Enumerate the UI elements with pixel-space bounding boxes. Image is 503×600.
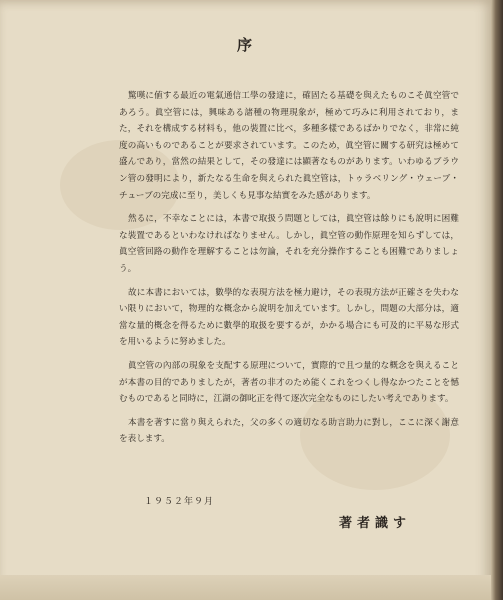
preface-paragraph: 然るに，不幸なことには，本書で取扱う問題としては，眞空管は餘りにも說明に困難な裝置であるといわなければなりません。しかし，眞空管の動作原理を知らずしては，眞空管回路の動作を理解することは勿論，それを充分操作することも困難でありましょう。 xyxy=(119,214,459,274)
page-bottom-edge xyxy=(0,575,491,600)
author-signature: 著者識す xyxy=(339,516,412,531)
preface-paragraph: 眞空管の內部の現象を支配する原理について，實際的で且つ量的な概念を與えることが本書の目的でありましたが，著者の非才のため能くこれをつくし得なかつたことを憾むものであると同時に，江湖の御叱正を得て逐次完全なものにしたい考えであります。 xyxy=(119,360,459,405)
preface-body xyxy=(119,88,459,455)
preface-paragraph: 故に本書においては，數學的な表現方法を極力避け，その表現方法が正確さを失わない限りにおいて，物理的な概念から說明を加えています。しかし，問題の大部分は，適當な量的概念を得るために數學的取扱を要するが，かかる場合にも可及的に平易な形式を用いるように努めました。 xyxy=(119,287,459,348)
book-spine-shadow xyxy=(491,0,503,600)
preface-date: １９５２年９月 xyxy=(144,497,215,507)
preface-title: 序 xyxy=(236,36,254,54)
preface-paragraph: 本書を著すに當り與えられた，父の多くの適切なる助言助力に對し，ここに深く謝意を表します。 xyxy=(119,417,459,445)
preface-paragraph: 驚嘆に値する最近の電氣通信工學の發達に，確固たる基礎を與えたものこそ眞空管であろう。眞空管には，興味ある諸種の物理現象が，極めて巧みに利用されており，また，それを構成する材料も，他の裝置に比べ，多種多樣であるばかりでなく，非常に純度の高いものであることが要求されています。このため，眞空管に關する研究は極めて盛んであり，當然の結果として，その發達には顯著なものがあります。いわゆるブラウン管の發明により，新たなる生命を與えられた眞空管は，トゥラベリング・ウェーブ・チューブの完成に至り，美しくも見事な結實をみた感があります。 xyxy=(119,91,459,201)
